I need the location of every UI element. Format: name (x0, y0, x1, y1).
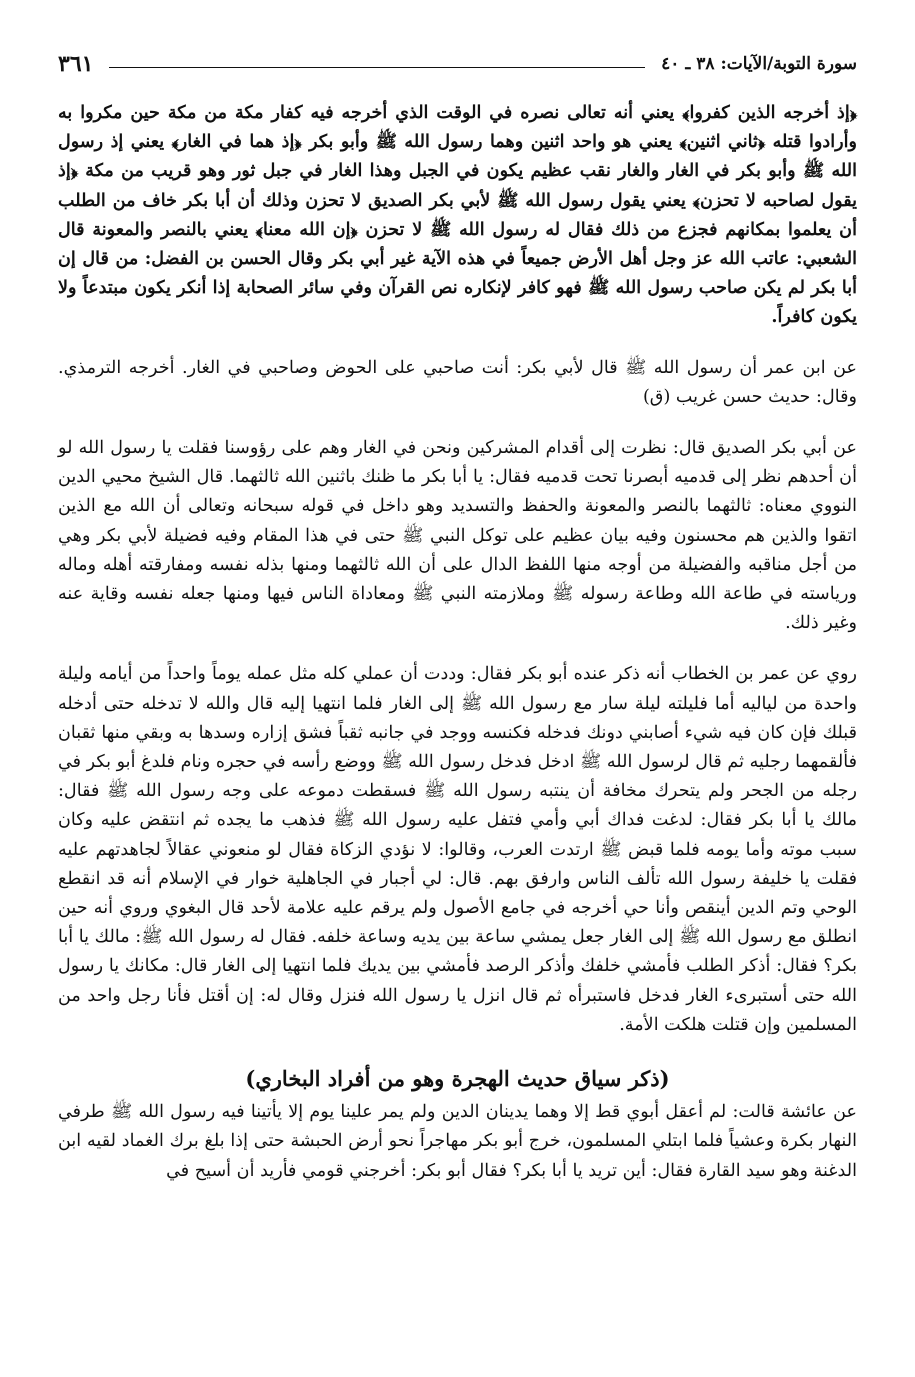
section-heading: (ذكر سياق حديث الهجرة وهو من أفراد البخاري) (245, 1066, 670, 1092)
running-title: سورة التوبة/الآيات: ٣٨ ـ ٤٠ (661, 54, 857, 74)
page-number: ٣٦١ (58, 51, 94, 77)
paragraph-hadith-abu-bakr: عن أبي بكر الصديق قال: نظرت إلى أقدام المشركين ونحن في الغار وهم على رؤوسنا فقلت يا رسول الله لو أن أحدهم نظر إلى قدميه أبصرنا تحت قدميه فقال: يا أبا بكر ما ظنك باثنين الله ثالثهما. قال الشيخ محيي الدين النووي معناه: ثالثهما بالنصر والمعونة والحفظ والتسديد وهو داخل في قوله سبحانه وتعالى أن الله مع الذين اتقوا والذين هم محسنون وفيه بيان عظيم على توكل النبي ﷺ حتى في هذا المقام وفيه فضيلة لأبي بكر وهي من أجل مناقبه والفضيلة من أوجه منها اللفظ الدال على أن الله ثالثهما ومنها بذله نفسه ومفارقته أهله وماله ورياسته في طاعة الله وطاعة رسوله ﷺ وملازمته النبي ﷺ ومعاداة الناس فيها ومنها جعله نفسه وقاية عنه وغير ذلك. (58, 438, 857, 634)
page-header (58, 44, 857, 84)
header-rule (109, 67, 645, 68)
paragraph-umar-narration: روي عن عمر بن الخطاب أنه ذكر عنده أبو بكر فقال: وددت أن عملي كله مثل عمله يوماً واحداً من أيامه وليلة واحدة من لياليه أما فليلته ليلة سار مع رسول الله ﷺ إلى الغار فلما انتهيا إليه قال والله لا تدخله حتى أدخله قبلك فإن كان فيه شيء أصابني دونك فدخله فكنسه ووجد في جانبه ثقباً فشق إزاره وسدها به وبقي منها ثقبان فألقمهما رجليه ثم قال لرسول الله ﷺ ادخل فدخل رسول الله ﷺ ووضع رأسه في حجره ونام فلدغ أبو بكر في رجله من الجحر ولم يتحرك مخافة أن ينتبه رسول الله ﷺ فسقطت دموعه على وجه رسول الله ﷺ فقال: مالك يا أبا بكر فقال: لدغت فداك أبي وأمي فتفل عليه رسول الله ﷺ فذهب ما يجده ثم انتقض عليه وكان سبب موته وأما يومه فلما قبض ﷺ ارتدت العرب، وقالوا: لا نؤدي الزكاة فقال لو منعوني عقالاً لجاهدتهم عليه فقلت يا خليفة رسول الله تألف الناس وارفق بهم. قال: لي أجبار في الجاهلية خوار في الإسلام أنه قد انقطع الوحي وتم الدين أينقص وأنا حي أخرجه في جامع الأصول ولم يرقم عليه علامة لأحد قال البغوي وروي أنه حين انطلق مع رسول الله ﷺ إلى الغار جعل يمشي ساعة بين يديه وساعة خلفه. فقال له رسول الله ﷺ: مالك يا أبا بكر؟ فقال: أذكر الطلب فأمشي خلفك وأذكر الرصد فأمشي بين يديك فلما انتهيا إلى الغار قال: مكانك يا رسول الله حتى أستبرىء الغار فدخل فاستبرأه ثم قال انزل يا رسول الله فنزل وقال له: إن أقتل فأنا رجل واحد من المسلمين وإن قتلت هلكت الأمة. (58, 664, 857, 1035)
page-body (58, 98, 857, 1208)
paragraph-hadith-ibn-umar: عن ابن عمر أن رسول الله ﷺ قال لأبي بكر: أنت صاحبي على الحوض وصاحبي في الغار. أخرجه الترمذي. وقال: حديث حسن غريب (ق) (58, 357, 857, 407)
paragraph-aisha-hadith: عن عائشة قالت: لم أعقل أبوي قط إلا وهما يدينان الدين ولم يمر علينا يوم إلا يأتينا فيه رسول الله ﷺ طرفي النهار بكرة وعشياً فلما ابتلي المسلمون، خرج أبو بكر مهاجراً نحو أرض الحبشة حتى إذا بلغ برك الغماد لقيه ابن الدغنة وهو سيد القارة فقال: أين تريد يا أبا بكر؟ فقال أبو بكر: أخرجني قومي فأريد أن أسيح في (58, 1102, 857, 1181)
paragraph-tafsir: ﴿إذ أخرجه الذين كفروا﴾ يعني أنه تعالى نصره في الوقت الذي أخرجه فيه كفار مكة من مكة حين مكروا به وأرادوا قتله ﴿ثاني اثنين﴾ يعني هو واحد اثنين وهما رسول الله ﷺ وأبو بكر ﴿إذ هما في الغار﴾ يعني إذ رسول الله ﷺ وأبو بكر في الغار والغار نقب عظيم يكون في الجبل وهذا الغار في جبل ثور وهو قريب من مكة ﴿إذ يقول لصاحبه لا تحزن﴾ يعني يقول رسول الله ﷺ لأبي بكر الصديق لا تحزن وذلك أن أبا بكر خاف من الطلب أن يعلموا بمكانهم فجزع من ذلك فقال له رسول الله ﷺ لا تحزن ﴿إن الله معنا﴾ يعني بالنصر والمعونة قال الشعبي: عاتب الله عز وجل أهل الأرض جميعاً في هذه الآية غير أبي بكر وقال الحسن بن الفضل: من قال إن أبا بكر لم يكن صاحب رسول الله ﷺ فهو كافر لإنكاره نص القرآن وفي سائر الصحابة إذا أنكر يكون مبتدعاً ولا يكون كافراً. (58, 102, 857, 328)
